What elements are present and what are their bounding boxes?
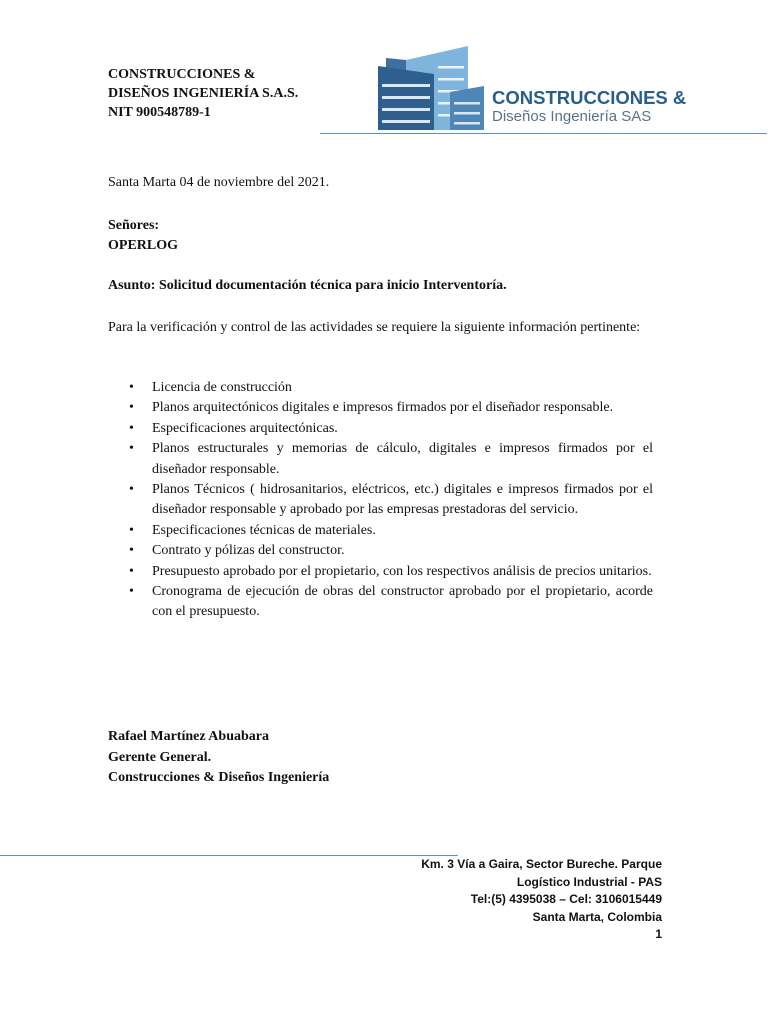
footer-city: Santa Marta, Colombia bbox=[532, 909, 662, 924]
bullet-icon: • bbox=[129, 584, 134, 600]
list-item-text: Especificaciones arquitectónicas. bbox=[152, 420, 338, 436]
footer-contact bbox=[421, 856, 662, 944]
list-item-text: Presupuesto aprobado por el propietario, con los respectivos análisis de precios unitarios. bbox=[152, 563, 652, 579]
list-item-text: Planos arquitectónicos digitales e impresos firmados por el diseñador responsable. bbox=[152, 400, 614, 416]
signer-role: Gerente General. bbox=[108, 749, 212, 765]
bullet-icon: • bbox=[129, 482, 134, 498]
company-name-line1: CONSTRUCCIONES & bbox=[108, 67, 256, 82]
bullet-icon: • bbox=[129, 400, 134, 416]
recipient-name: OPERLOG bbox=[108, 238, 179, 253]
list-item bbox=[108, 480, 653, 521]
logo-subtitle: Diseños Ingeniería SAS bbox=[492, 108, 652, 125]
bullet-icon: • bbox=[129, 441, 134, 457]
header-divider bbox=[320, 133, 767, 134]
list-item bbox=[108, 541, 653, 561]
company-nit: NIT 900548789-1 bbox=[108, 105, 211, 120]
footer-address-line1: Km. 3 Vía a Gaira, Sector Bureche. Parque bbox=[421, 857, 662, 871]
list-item-text: Planos estructurales y memorias de cálculo, digitales e impresos firmados por el diseñador responsable. bbox=[152, 441, 653, 477]
list-item bbox=[108, 562, 653, 582]
letter-subject: Asunto: Solicitud documentación técnica para inicio Interventoría. bbox=[108, 278, 507, 293]
intro-paragraph: Para la verificación y control de las actividades se requiere la siguiente información pertinente: bbox=[108, 320, 641, 335]
bullet-icon: • bbox=[129, 522, 134, 538]
bullet-icon: • bbox=[129, 563, 134, 579]
list-item-text: Contrato y pólizas del constructor. bbox=[152, 543, 345, 559]
company-header bbox=[108, 65, 368, 122]
logo-name: CONSTRUCCIONES & bbox=[492, 87, 687, 108]
list-item bbox=[108, 378, 653, 398]
list-item-text: Cronograma de ejecución de obras del constructor aprobado por el propietario, acorde con el presupuesto. bbox=[152, 584, 653, 620]
list-item-text: Planos Técnicos ( hidrosanitarios, eléctricos, etc.) digitales e impresos firmados por el diseñador responsable y aprobado por las empresas prestadoras del servicio. bbox=[152, 482, 653, 518]
requirements-list bbox=[108, 378, 653, 623]
bullet-icon: • bbox=[129, 380, 134, 395]
bullet-icon: • bbox=[129, 420, 134, 436]
list-item bbox=[108, 398, 653, 418]
signature-block bbox=[108, 727, 329, 789]
footer-phones: Tel:(5) 4395038 – Cel: 3106015449 bbox=[470, 892, 662, 907]
list-item bbox=[108, 521, 653, 541]
letter-date: Santa Marta 04 de noviembre del 2021. bbox=[108, 175, 330, 190]
signer-name: Rafael Martínez Abuabara bbox=[108, 729, 269, 744]
list-item-text: Especificaciones técnicas de materiales. bbox=[152, 522, 376, 538]
list-item bbox=[108, 582, 653, 623]
footer-address-line2: Logístico Industrial - PAS bbox=[516, 874, 662, 889]
company-name-line2: DISEÑOS INGENIERÍA S.A.S. bbox=[108, 86, 299, 101]
list-item bbox=[108, 419, 653, 439]
page-number: 1 bbox=[655, 927, 662, 942]
signer-company: Construcciones & Diseños Ingeniería bbox=[108, 770, 330, 785]
recipient-title: Señores: bbox=[108, 218, 160, 233]
list-item-text: Licencia de construcción bbox=[152, 380, 292, 395]
recipient-block bbox=[108, 216, 178, 256]
list-item bbox=[108, 439, 653, 480]
footer-divider bbox=[0, 855, 458, 856]
bullet-icon: • bbox=[129, 543, 134, 559]
